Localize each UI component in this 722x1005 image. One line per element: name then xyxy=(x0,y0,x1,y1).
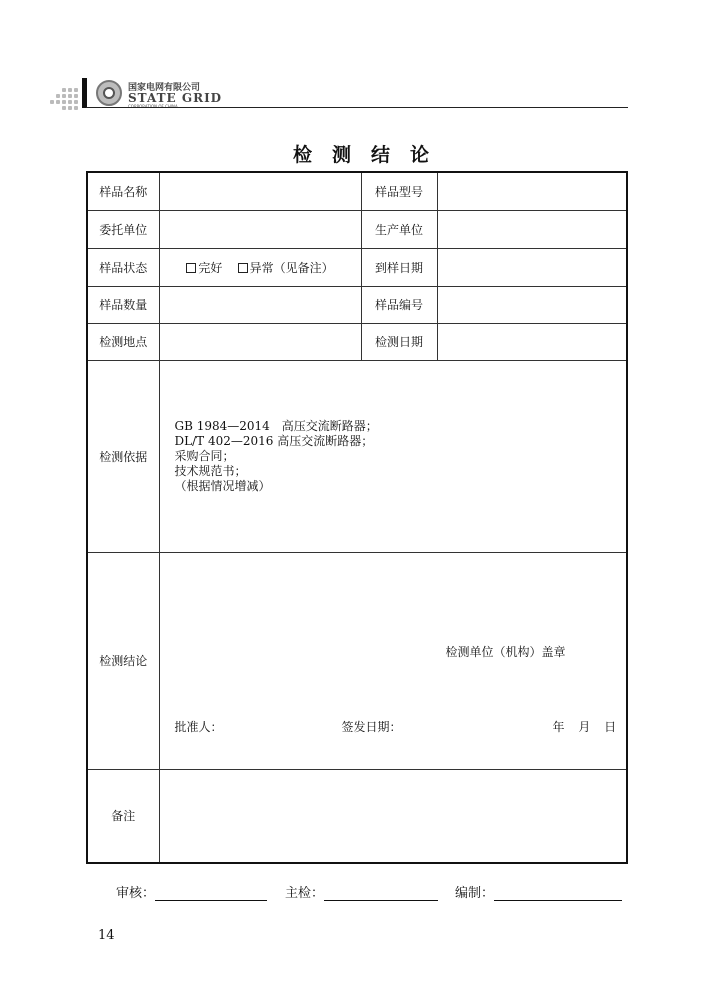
manufacturer-label: 生产单位 xyxy=(361,210,437,248)
basis-line: DL/T 402—2016 高压交流断路器； xyxy=(174,433,374,448)
sample-model-field[interactable] xyxy=(437,172,627,210)
status-good-label: 完好 xyxy=(198,260,223,275)
client-field[interactable] xyxy=(159,210,361,248)
test-basis-label: 检测依据 xyxy=(87,360,159,552)
test-date-field[interactable] xyxy=(437,323,627,360)
status-good-checkbox[interactable] xyxy=(186,263,196,273)
client-label: 委托单位 xyxy=(87,210,159,248)
header-bar xyxy=(82,78,87,108)
remarks-label: 备注 xyxy=(87,769,159,863)
year-month-day: 年 月 日 xyxy=(552,719,617,734)
test-basis-content xyxy=(159,360,627,552)
review-signature xyxy=(116,882,267,901)
sample-model-label: 样品型号 xyxy=(361,172,437,210)
test-date-label: 检测日期 xyxy=(361,323,437,360)
compiler-label: 编制： xyxy=(455,886,495,901)
sample-qty-label: 样品数量 xyxy=(87,286,159,323)
sample-status-label: 样品状态 xyxy=(87,248,159,286)
basis-line: 采购合同； xyxy=(174,448,235,463)
approver-label: 批准人： xyxy=(174,719,223,734)
manufacturer-field[interactable] xyxy=(437,210,627,248)
sample-name-label: 样品名称 xyxy=(87,172,159,210)
issue-date-label: 签发日期： xyxy=(341,719,402,734)
page-header xyxy=(48,76,628,110)
state-grid-logo-icon xyxy=(96,80,122,106)
conclusion-content[interactable] xyxy=(159,552,627,769)
test-location-label: 检测地点 xyxy=(87,323,159,360)
sample-qty-field[interactable] xyxy=(159,286,361,323)
status-abnormal-checkbox[interactable] xyxy=(238,263,248,273)
remarks-field[interactable] xyxy=(159,769,627,863)
review-line[interactable] xyxy=(155,886,267,901)
conclusion-label: 检测结论 xyxy=(87,552,159,769)
compiler-signature xyxy=(455,882,622,901)
inspector-signature xyxy=(285,882,438,901)
sample-no-label: 样品编号 xyxy=(361,286,437,323)
basis-line: GB 1984—2014 高压交流断路器； xyxy=(174,418,378,433)
sample-status-field xyxy=(159,248,361,286)
stamp-text: 检测单位（机构）盖章 xyxy=(445,644,566,659)
sample-name-field[interactable] xyxy=(159,172,361,210)
test-location-field[interactable] xyxy=(159,323,361,360)
arrival-date-field[interactable] xyxy=(437,248,627,286)
header-rule xyxy=(86,107,628,108)
sample-no-field[interactable] xyxy=(437,286,627,323)
arrival-date-label: 到样日期 xyxy=(361,248,437,286)
page-title: 检测结论 xyxy=(292,144,449,166)
basis-line: （根据情况增减） xyxy=(174,478,271,493)
inspector-label: 主检： xyxy=(285,886,325,901)
logo-chinese-name: 国家电网有限公司 xyxy=(128,83,201,93)
page-number: 14 xyxy=(98,928,115,943)
logo-english-name: STATE GRID xyxy=(128,91,223,105)
test-conclusion-form xyxy=(86,171,628,864)
inspector-line[interactable] xyxy=(324,886,438,901)
status-abnormal-label: 异常（见备注） xyxy=(249,260,334,275)
compiler-line[interactable] xyxy=(494,886,622,901)
review-label: 审核： xyxy=(116,886,156,901)
basis-line: 技术规范书； xyxy=(174,463,247,478)
